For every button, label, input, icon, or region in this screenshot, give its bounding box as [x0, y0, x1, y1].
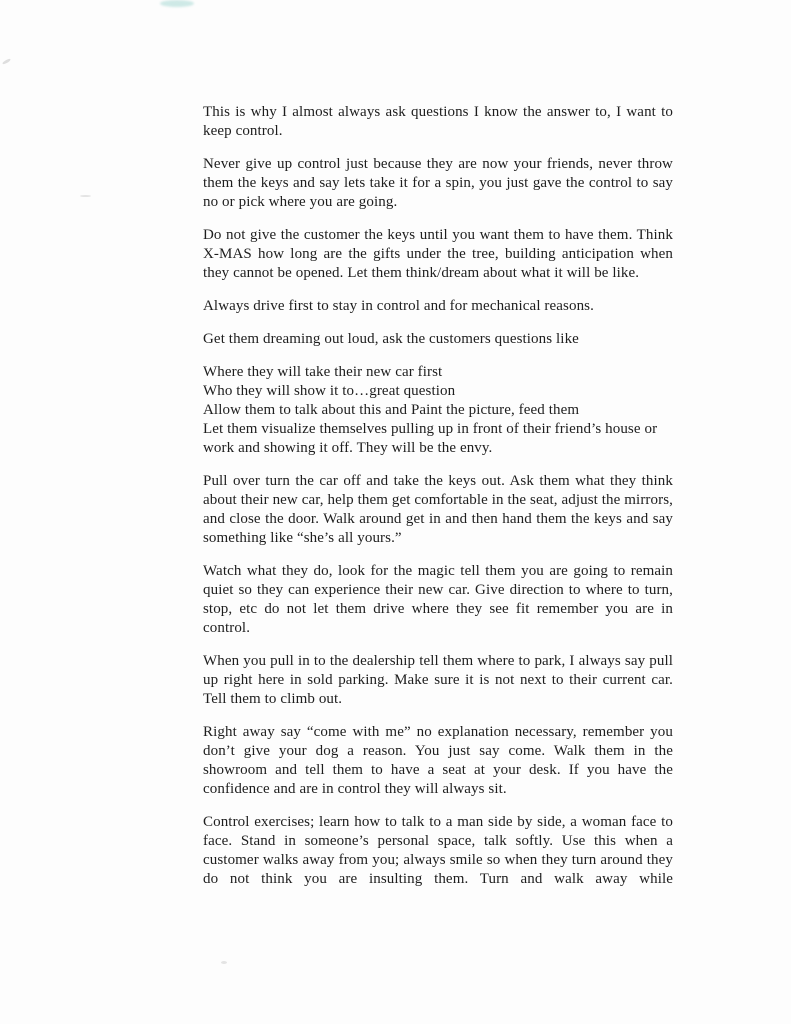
scan-artifact-speck	[80, 195, 91, 197]
paragraph: When you pull in to the dealership tell them where to park, I always say pull up right here in sold parking. Make sure it is not next to their current car. Tell them to climb out.	[203, 653, 673, 707]
scan-artifact-speck	[221, 961, 227, 964]
scan-artifact-smudge	[160, 0, 194, 7]
question-list	[203, 363, 673, 458]
paragraph: Get them dreaming out loud, ask the customers questions like	[203, 331, 579, 347]
paragraph: This is why I almost always ask questions I know the answer to, I want to keep control.	[203, 104, 673, 139]
question-line: Allow them to talk about this and Paint the picture, feed them	[203, 402, 580, 418]
question-line: Where they will take their new car first	[203, 364, 443, 380]
paragraph: Right away say “come with me” no explanation necessary, remember you don’t give your dog a reason. You just say come. Walk them in the showroom and tell them to have a seat at your desk. If you have the confidence and are in control they will always sit.	[203, 724, 673, 797]
question-line: Who they will show it to…great question	[203, 383, 456, 399]
paragraph: Watch what they do, look for the magic tell them you are going to remain quiet so they can experience their new car. Give direction to where to turn, stop, etc do not let them drive where they see fit remember you are in control.	[203, 563, 673, 636]
paragraph: Never give up control just because they are now your friends, never throw them the keys and say lets take it for a spin, you just gave the control to say no or pick where you are going.	[203, 156, 673, 210]
document-text-block	[203, 103, 673, 903]
paragraph: Always drive first to stay in control and for mechanical reasons.	[203, 298, 594, 314]
paragraph: Control exercises; learn how to talk to a man side by side, a woman face to face. Stand in someone’s personal space, talk softly. Use this when a customer walks away from you; always smile so when they turn around they do not think you are insulting them. Turn and walk away while	[203, 814, 673, 887]
question-line: Let them visualize themselves pulling up in front of their friend’s house or work and showing it off. They will be the envy.	[203, 421, 658, 456]
scan-artifact-speck	[2, 58, 11, 65]
paragraph: Pull over turn the car off and take the keys out. Ask them what they think about their new car, help them get comfortable in the seat, adjust the mirrors, and close the door. Walk around get in and then hand them the keys and say something like “she’s all yours.”	[203, 473, 673, 546]
paragraph: Do not give the customer the keys until you want them to have them. Think X-MAS how long are the gifts under the tree, building anticipation when they cannot be opened. Let them think/dream about what it will be like.	[203, 227, 673, 281]
